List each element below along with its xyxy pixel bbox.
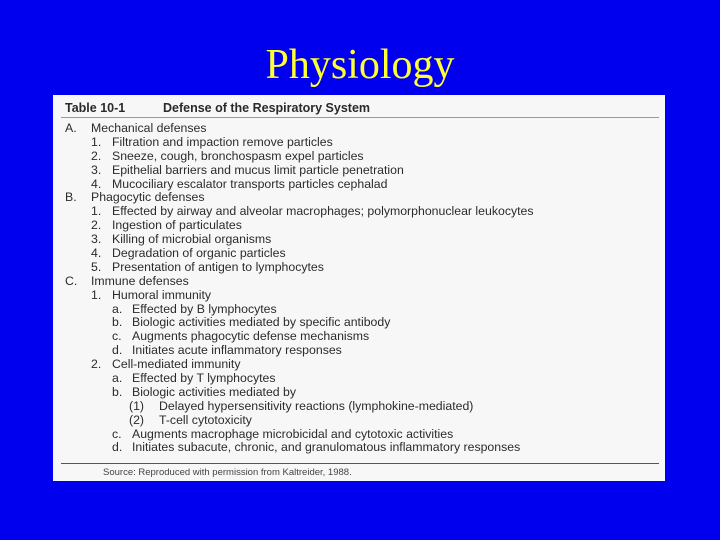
table-row: [65, 372, 661, 386]
row-text: Humoral immunity: [112, 287, 212, 302]
table-row: [65, 150, 661, 164]
row-marker: a.: [112, 301, 123, 316]
row-marker: 5.: [91, 259, 102, 274]
row-text: Biologic activities mediated by specific antibody: [132, 315, 391, 330]
table-row: [65, 191, 661, 205]
row-text: Augments macrophage microbicidal and cytotoxic activities: [132, 426, 454, 441]
table-top-rule: [61, 117, 659, 118]
row-text: Presentation of antigen to lymphocytes: [112, 259, 324, 274]
row-marker: C.: [65, 273, 78, 288]
table-row: [65, 219, 661, 233]
row-text: Degradation of organic particles: [112, 246, 286, 261]
row-marker: 3.: [91, 232, 102, 247]
table-row: [65, 178, 661, 192]
row-text: Delayed hypersensitivity reactions (lymphokine-mediated): [159, 398, 474, 413]
row-marker: b.: [112, 384, 123, 399]
table-heading: [65, 101, 370, 115]
row-text: Epithelial barriers and mucus limit particle penetration: [112, 162, 404, 177]
table-row: [65, 358, 661, 372]
row-marker: 1.: [91, 287, 102, 302]
table-row: [65, 136, 661, 150]
row-text: Initiates subacute, chronic, and granulomatous inflammatory responses: [132, 440, 521, 455]
table-rows: [65, 122, 661, 455]
row-text: Biologic activities mediated by: [132, 384, 297, 399]
row-text: Mechanical defenses: [91, 121, 207, 135]
table-row: [65, 122, 661, 136]
table-source-note: Source: Reproduced with permission from Kaltreider, 1988.: [103, 467, 352, 478]
row-text: Effected by B lymphocytes: [132, 301, 277, 316]
row-marker: A.: [65, 121, 77, 135]
table-row: [65, 400, 661, 414]
table-row: [65, 428, 661, 442]
row-marker: 4.: [91, 176, 102, 191]
row-marker: 4.: [91, 246, 102, 261]
table-row: [65, 303, 661, 317]
row-text: Immune defenses: [91, 273, 189, 288]
row-text: T-cell cytotoxicity: [159, 412, 252, 427]
row-text: Initiates acute inflammatory responses: [132, 343, 342, 358]
table-row: [65, 247, 661, 261]
row-marker: c.: [112, 329, 122, 344]
table-row: [65, 316, 661, 330]
table-number: Table 10-1: [65, 101, 126, 115]
table-row: [65, 330, 661, 344]
row-text: Sneeze, cough, bronchospasm expel particles: [112, 148, 364, 163]
table-row: [65, 233, 661, 247]
row-marker: (1): [129, 398, 145, 413]
row-text: Killing of microbial organisms: [112, 232, 272, 247]
table-title: Defense of the Respiratory System: [163, 101, 371, 115]
row-marker: a.: [112, 371, 123, 386]
row-text: Cell-mediated immunity: [112, 357, 241, 372]
table-row: [65, 414, 661, 428]
row-marker: b.: [112, 315, 123, 330]
row-text: Mucociliary escalator transports particles cephalad: [112, 176, 388, 191]
row-marker: d.: [112, 440, 123, 455]
row-text: Phagocytic defenses: [91, 190, 205, 205]
row-text: Augments phagocytic defense mechanisms: [132, 329, 370, 344]
row-marker: 1.: [91, 204, 102, 219]
row-marker: B.: [65, 190, 77, 205]
row-text: Effected by airway and alveolar macrophages; polymorphonuclear leukocytes: [112, 204, 534, 219]
row-text: Filtration and impaction remove particles: [112, 134, 333, 149]
row-marker: 2.: [91, 148, 102, 163]
row-text: Effected by T lymphocytes: [132, 371, 276, 386]
table-row: [65, 205, 661, 219]
table-row: [65, 275, 661, 289]
row-marker: 2.: [91, 357, 102, 372]
row-marker: d.: [112, 343, 123, 358]
table-row: [65, 441, 661, 455]
row-marker: c.: [112, 426, 122, 441]
table-row: [65, 261, 661, 275]
table-row: [65, 289, 661, 303]
row-text: Ingestion of particulates: [112, 218, 242, 233]
table-row: [65, 164, 661, 178]
table-row: [65, 344, 661, 358]
slide-title: Physiology: [265, 42, 455, 88]
table-bottom-rule: [61, 463, 659, 464]
row-marker: (2): [129, 412, 145, 427]
table-row: [65, 386, 661, 400]
row-marker: 1.: [91, 134, 102, 149]
row-marker: 3.: [91, 162, 102, 177]
table-image: [53, 95, 665, 481]
row-marker: 2.: [91, 218, 102, 233]
